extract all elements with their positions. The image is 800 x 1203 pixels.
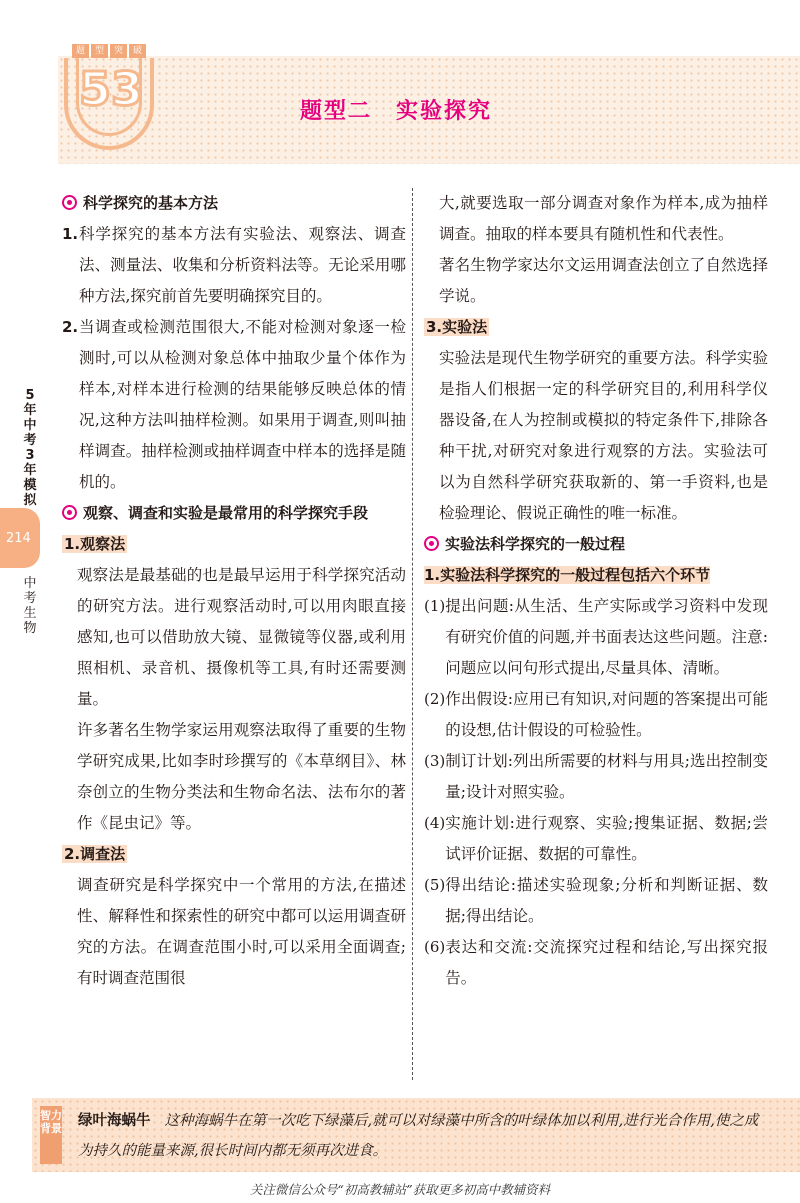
item-number: 2. — [62, 318, 79, 336]
sub-heading-text: 观察法 — [80, 535, 126, 553]
logo-tag: 突 — [110, 44, 127, 58]
background-text: 这种海蜗牛在第一次吃下绿藻后,就可以对绿藻中所含的叶绿体加以利用,进行光合作用,使之成为持久的能量来源,很长时间内都无须再次进食。 — [78, 1113, 759, 1159]
target-icon — [424, 536, 439, 551]
page-title: 题型二 实验探究 — [300, 99, 493, 124]
paragraph: 许多著名生物学家运用观察法取得了重要的生物学研究成果,比如李时珍撰写的《本草纲目》、林奈创立的生物分类法和生物命名法、法布尔的著作《昆虫记》等。 — [77, 721, 406, 832]
sub-heading-num: 1. — [64, 535, 81, 553]
item-number: 1. — [62, 225, 79, 243]
section-heading — [62, 188, 406, 219]
step-text: 提出问题:从生活、生产实际或学习资料中发现有研究价值的问题,并书面表达这些问题。注意:问题应以问句形式提出,尽量具体、清晰。 — [445, 597, 768, 677]
sub-heading-label — [62, 535, 127, 553]
series-label: 5年中考3年模拟 — [23, 388, 37, 508]
target-icon — [62, 505, 77, 520]
logo-number: 53 — [76, 58, 142, 136]
step-text: 制订计划:列出所需要的材料与用具;选出控制变量;设计对照实验。 — [445, 752, 768, 801]
logo-tag: 题 — [72, 44, 89, 58]
column-divider — [412, 188, 413, 1080]
logo-badge — [64, 58, 154, 150]
item-text: 科学探究的基本方法有实验法、观察法、调查法、测量法、收集和分析资料法等。无论采用哪种方法,探究前首先要明确探究目的。 — [79, 225, 406, 305]
background-label: 智力背景 — [40, 1106, 62, 1164]
step-text: 实施计划:进行观察、实验;搜集证据、数据;尝试评价证据、数据的可靠性。 — [445, 814, 768, 863]
step-number: (1) — [424, 597, 446, 615]
paragraph: 调查研究是科学探究中一个常用的方法,在描述性、解释性和探索性的研究中都可以运用调查研究的方法。在调查范围小时,可以采用全面调查;有时调查范围很 — [77, 876, 406, 987]
logo-tag: 型 — [91, 44, 108, 58]
step-number: (2) — [424, 690, 446, 708]
step-number: (5) — [424, 876, 446, 894]
sub-heading-label — [424, 318, 489, 336]
section-heading-text: 观察、调查和实验是最常用的科学探究手段 — [83, 504, 369, 522]
paragraph: 实验法是现代生物学研究的重要方法。科学实验是指人们根据一定的科学研究目的,利用科学仪器设备,在人为控制或模拟的特定条件下,排除各种干扰,对研究对象进行观察的方法。实验法可以为自然科学研究获取新的、第一手资料,也是检验理论、假说正确性的唯一标准。 — [439, 349, 768, 522]
left-column — [62, 188, 406, 994]
step-item — [424, 932, 768, 994]
step-text: 作出假设:应用已有知识,对问题的答案提出可能的设想,估计假设的可检验性。 — [445, 690, 768, 739]
sub-heading — [62, 529, 406, 560]
background-title: 绿叶海蜗牛 — [78, 1113, 151, 1129]
background-text-block — [78, 1106, 768, 1166]
sub-heading-text: 调查法 — [80, 845, 126, 863]
sub-heading-label — [62, 845, 127, 863]
item-text: 当调查或检测范围很大,不能对检测对象逐一检测时,可以从检测对象总体中抽取少量个体作为样本,对样本进行检测的结果能够反映总体的情况,这种方法叫抽样检测。如果用于调查,则叫抽样调查。抽样检测或抽样调查中样本的选择是随机的。 — [79, 318, 406, 491]
sub-heading-text: 实验法 — [442, 318, 488, 336]
step-item — [424, 591, 768, 684]
step-item — [424, 870, 768, 932]
right-column — [424, 188, 768, 994]
steps-heading — [424, 560, 768, 591]
sub-heading-num: 2. — [64, 845, 81, 863]
list-item — [62, 312, 406, 498]
logo-tag: 破 — [129, 44, 146, 58]
section-heading-text: 科学探究的基本方法 — [83, 194, 219, 212]
steps-heading-text: 1.实验法科学探究的一般过程包括六个环节 — [424, 566, 711, 584]
sub-heading-num: 3. — [426, 318, 443, 336]
footer-note: 关注微信公众号“初高教辅站”获取更多初高中教辅资料 — [249, 1182, 551, 1197]
step-number: (4) — [424, 814, 446, 832]
step-item — [424, 808, 768, 870]
paragraph: 观察法是最基础的也是最早运用于科学探究活动的研究方法。进行观察活动时,可以用肉眼直接感知,也可以借助放大镜、显微镜等仪器,或利用照相机、录音机、摄像机等工具,有时还需要测量。 — [77, 566, 406, 708]
step-item — [424, 746, 768, 808]
sub-heading — [424, 312, 768, 343]
section-heading — [424, 529, 768, 560]
step-number: (3) — [424, 752, 446, 770]
paragraph: 大,就要选取一部分调查对象作为样本,成为抽样调查。抽取的样本要具有随机性和代表性。 — [439, 194, 768, 243]
logo-tags — [72, 44, 146, 58]
sub-heading — [62, 839, 406, 870]
step-text: 表达和交流:交流探究过程和结论,写出探究报告。 — [445, 938, 768, 987]
step-number: (6) — [424, 938, 446, 956]
list-item — [62, 219, 406, 312]
target-icon — [62, 195, 77, 210]
step-text: 得出结论:描述实验现象;分析和判断证据、数据;得出结论。 — [445, 876, 768, 925]
section-heading — [62, 498, 406, 529]
53-logo — [62, 44, 158, 160]
subject-label: 中考生物 — [23, 576, 37, 636]
section-heading-text: 实验法科学探究的一般过程 — [445, 535, 626, 553]
paragraph: 著名生物学家达尔文运用调查法创立了自然选择学说。 — [439, 256, 768, 305]
page-number: 214 — [6, 531, 31, 546]
step-item — [424, 684, 768, 746]
